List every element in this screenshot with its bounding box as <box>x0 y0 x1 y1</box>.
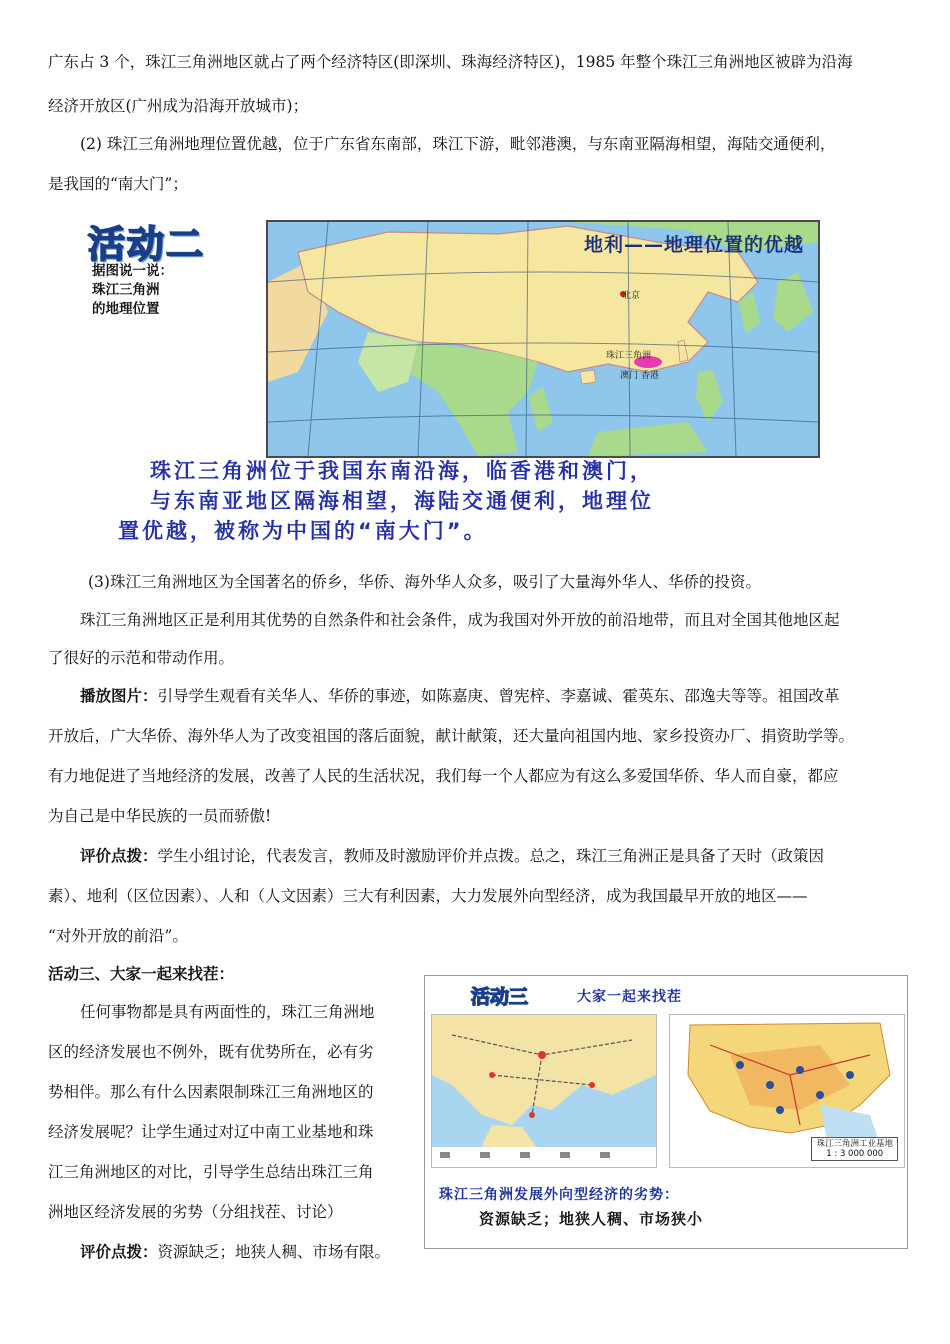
figure-3-caption-line-1: 珠江三角洲发展外向型经济的劣势： <box>439 1187 679 1203</box>
map-caption-line-3: 置优越，被称为中国的“南大门”。 <box>118 519 488 543</box>
liaozhongnan-map <box>431 1014 657 1168</box>
activity-3-line-6: 洲地区经济发展的劣势（分组找茬、讨论） <box>48 1203 343 1221</box>
activity-3-line-2: 区的经济发展也不例外，既有优势所在，必有劣 <box>48 1043 374 1061</box>
activity-3-line-5: 江三角洲地区的对比，引导学生总结出珠江三角 <box>48 1163 374 1181</box>
paragraph-6-line-3: “对外开放的前沿”。 <box>48 927 188 945</box>
paragraph-7-text: 资源缺乏；地狭人稠、市场有限。 <box>157 1243 391 1261</box>
activity-3-figure <box>424 975 908 1249</box>
prd-map-legend <box>811 1137 898 1161</box>
label-prd: 珠江三角洲 <box>606 351 652 361</box>
label-beijing: 北京 <box>622 291 641 301</box>
paragraph-7 <box>80 1242 390 1262</box>
activity-3-line-4: 经济发展呢？让学生通过对辽中南工业基地和珠 <box>48 1123 374 1141</box>
paragraph-5-line-4: 为自己是中华民族的一员而骄傲! <box>48 807 272 825</box>
paragraph-4-line-1: 珠江三角洲地区正是利用其优势的自然条件和社会条件，成为我国对外开放的前沿地带，而且对全国其他地区起 <box>80 611 840 629</box>
evaluation-label: 评价点拨： <box>80 846 158 865</box>
activity-3-line-3: 势相伴。那么有什么因素限制珠江三角洲地区的 <box>48 1083 374 1101</box>
prd-map-caption: 珠江三角洲工业基地 <box>816 1139 893 1149</box>
paragraph-5-text: 引导学生观看有关华人、华侨的事迹，如陈嘉庚、曾宪梓、李嘉诚、霍英东、邵逸夫等等。祖国改革 <box>157 687 840 705</box>
paragraph-2-line-2: 是我国的“南大门”； <box>48 175 188 193</box>
activity-3-heading: 活动三、大家一起来找茬： <box>48 964 235 983</box>
prompt-line-2: 珠江三角洲 <box>92 282 160 298</box>
play-images-label: 播放图片： <box>80 686 158 705</box>
activity-3-tag: 活动三 <box>471 986 529 1008</box>
paragraph-5-line-1 <box>80 686 840 706</box>
evaluation-label-2: 评价点拨： <box>80 1242 158 1261</box>
figure-3-caption-line-2: 资源缺乏；地狭人稠、市场狭小 <box>479 1210 704 1228</box>
china-location-map <box>266 220 820 458</box>
paragraph-1-line-2: 经济开放区(广州成为沿海开放城市)； <box>48 97 309 115</box>
paragraph-1-line-1: 广东占 3 个，珠江三角洲地区就占了两个经济特区(即深圳、珠海经济特区)，1985 年整个珠江三角洲地区被辟为沿海 <box>48 53 853 71</box>
prd-industrial-map <box>669 1014 905 1168</box>
map-title: 地利——地理位置的优越 <box>583 234 804 256</box>
paragraph-6-text: 学生小组讨论，代表发言，教师及时激励评价并点拨。总之，珠江三角洲正是具备了天时（政策因 <box>157 847 825 865</box>
prompt-line-3: 的地理位置 <box>92 301 160 317</box>
china-map-graphic <box>268 222 818 456</box>
paragraph-2-line-1: (2) 珠江三角洲地理位置优越，位于广东省东南部，珠江下游，毗邻港澳，与东南亚隔海相望，海陆交通便利， <box>80 135 836 153</box>
prompt-line-1: 据图说一说： <box>92 263 173 279</box>
map-caption-line-2: 与东南亚地区隔海相望，海陆交通便利，地理位 <box>150 489 654 513</box>
paragraph-6-line-2: 素）、地利（区位因素）、人和（人文因素）三大有利因素，大力发展外向型经济，成为我国最早开放的地区—— <box>48 887 808 905</box>
activity-2-prompt <box>92 262 173 319</box>
liaozhongnan-map-graphic <box>432 1015 656 1167</box>
paragraph-5-line-3: 有力地促进了当地经济的发展，改善了人民的生活状况，我们每一个人都应为有这么多爱国华侨、华人而自豪，都应 <box>48 767 839 785</box>
activity-2-tag: 活动二 <box>88 223 205 266</box>
map-caption-line-1: 珠江三角洲位于我国东南沿海，临香港和澳门， <box>150 459 654 483</box>
label-macau-hk: 澳门 香港 <box>620 371 659 381</box>
activity-3-line-1: 任何事物都是具有两面性的，珠江三角洲地 <box>80 1003 375 1021</box>
prd-map-scale: 1 : 3 000 000 <box>826 1149 884 1159</box>
paragraph-6-line-1 <box>80 846 824 866</box>
activity-3-title: 大家一起来找茬 <box>577 989 682 1005</box>
paragraph-5-line-2: 开放后，广大华侨、海外华人为了改变祖国的落后面貌，献计献策，还大量向祖国内地、家乡投资办厂、捐资助学等。 <box>48 727 855 745</box>
paragraph-4-line-2: 了很好的示范和带动作用。 <box>48 649 235 667</box>
paragraph-3-line-1: (3)珠江三角洲地区为全国著名的侨乡，华侨、海外华人众多，吸引了大量海外华人、华侨的投资。 <box>88 573 761 591</box>
